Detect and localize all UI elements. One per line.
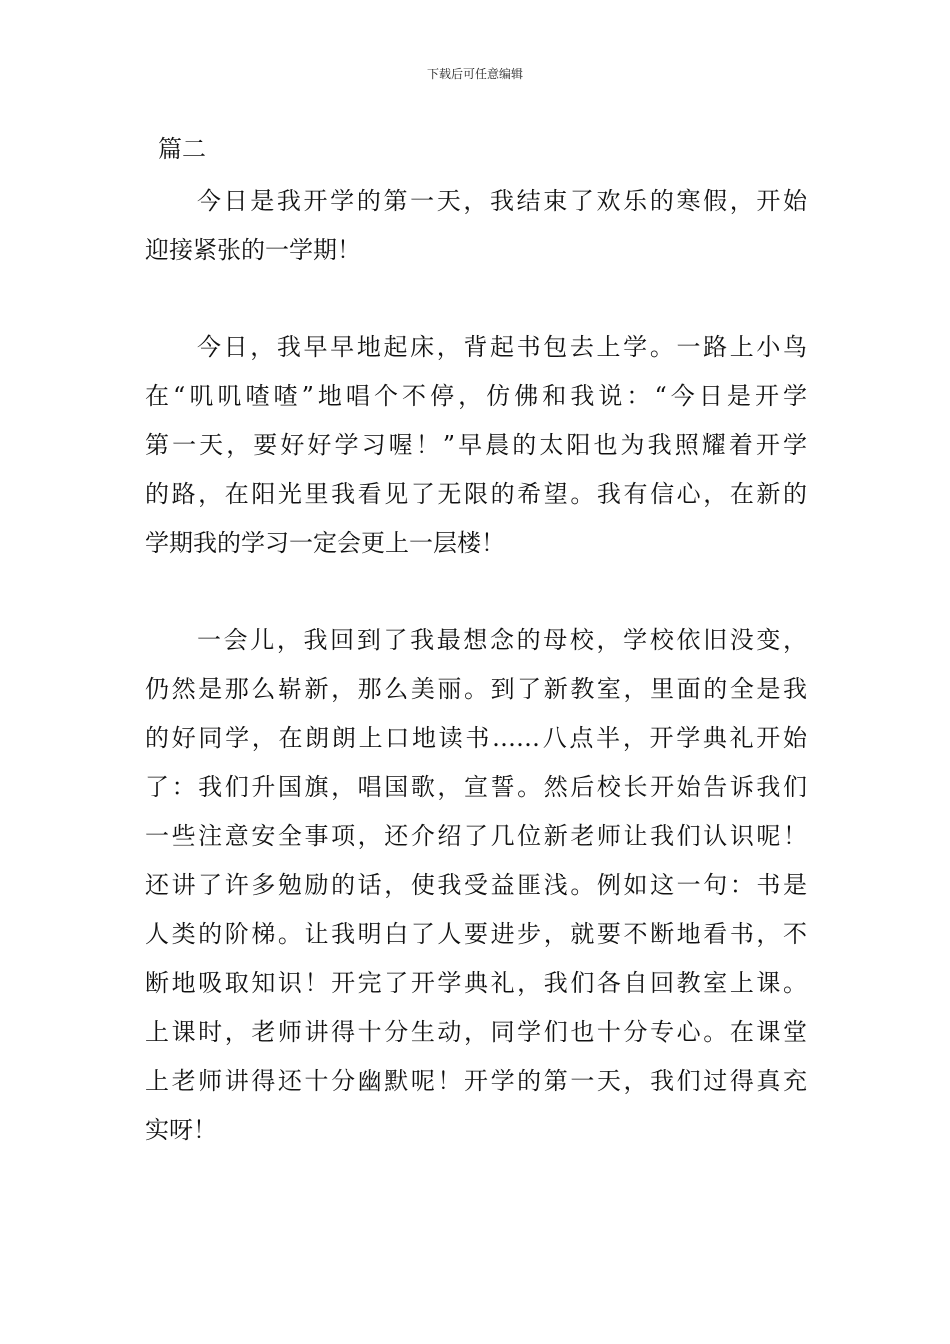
paragraph-3 — [145, 616, 807, 1155]
paragraph-line: 上老师讲得还十分幽默呢！开学的第一天，我们过得真充 — [145, 1067, 807, 1095]
article-body — [145, 177, 807, 1203]
section-heading: 篇二 — [158, 135, 206, 163]
paragraph-line: 今日是我开学的第一天，我结束了欢乐的寒假，开始 — [197, 187, 807, 215]
paragraph-line: 一会儿，我回到了我最想念的母校，学校依旧没变， — [197, 626, 807, 654]
paragraph-line: 人类的阶梯。让我明白了人要进步，就要不断地看书，不 — [145, 920, 807, 948]
paragraph-line: 上课时，老师讲得十分生动，同学们也十分专心。在课堂 — [145, 1018, 807, 1046]
paragraph-line: 一些注意安全事项，还介绍了几位新老师让我们认识呢！ — [145, 822, 807, 850]
paragraph-line: 实呀！ — [145, 1116, 217, 1144]
paragraph-line: 的好同学，在朗朗上口地读书……八点半，开学典礼开始 — [145, 724, 807, 752]
paragraph-1 — [145, 177, 807, 275]
paragraph-line: 迎接紧张的一学期！ — [145, 236, 361, 264]
paragraph-line: 今日，我早早地起床，背起书包去上学。一路上小鸟 — [197, 333, 807, 361]
paragraph-line: 学期我的学习一定会更上一层楼！ — [145, 529, 505, 557]
paragraph-line: 了：我们升国旗，唱国歌，宣誓。然后校长开始告诉我们 — [145, 773, 807, 801]
paragraph-line: 在“叽叽喳喳”地唱个不停，仿佛和我说：“今日是开学 — [145, 382, 807, 410]
paragraph-line: 仍然是那么崭新，那么美丽。到了新教室，里面的全是我 — [145, 675, 807, 703]
page-header-note: 下载后可任意编辑 — [426, 67, 523, 81]
paragraph-line: 第一天，要好好学习喔！”早晨的太阳也为我照耀着开学 — [145, 431, 807, 459]
paragraph-2 — [145, 323, 807, 568]
paragraph-line: 断地吸取知识！开完了开学典礼，我们各自回教室上课。 — [145, 969, 807, 997]
paragraph-line: 的路，在阳光里我看见了无限的希望。我有信心，在新的 — [145, 480, 807, 508]
paragraph-line: 还讲了许多勉励的话，使我受益匪浅。例如这一句：书是 — [145, 871, 807, 899]
